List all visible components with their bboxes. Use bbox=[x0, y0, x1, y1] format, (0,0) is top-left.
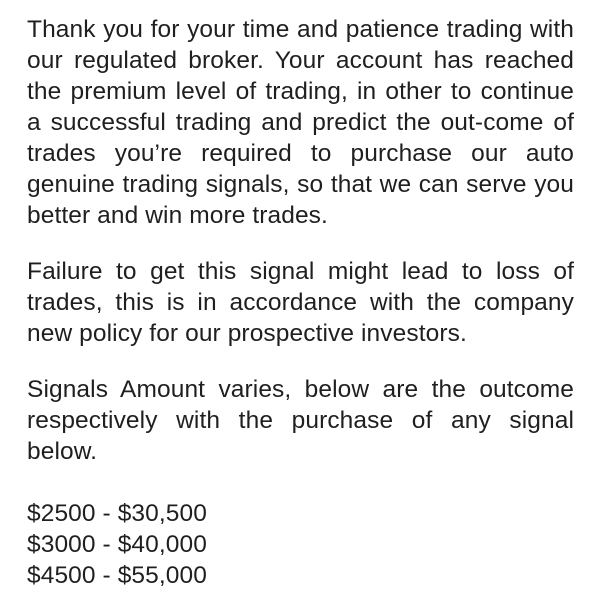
message-paragraph-warning: Failure to get this signal might lead to loss of trades, this is in accordance with the company new policy for our prospective investors. bbox=[27, 258, 574, 347]
message-paragraph-signals: Signals Amount varies, below are the outcome respectively with the purchase of any signal below. bbox=[27, 376, 574, 465]
message-body bbox=[27, 14, 574, 591]
signal-price-list bbox=[27, 498, 574, 591]
message-paragraph-intro: Thank you for your time and patience trading with our regulated broker. Your account has reached the premium level of trading, in other to continue a successful trading and predict the out-come of trades you’re required to purchase our auto genuine trading signals, so that we can serve you better and win more trades. bbox=[27, 16, 574, 229]
price-list-item: $4500 - $55,000 bbox=[27, 562, 207, 589]
price-list-item: $2500 - $30,500 bbox=[27, 500, 207, 527]
price-list-item: $3000 - $40,000 bbox=[27, 531, 207, 558]
